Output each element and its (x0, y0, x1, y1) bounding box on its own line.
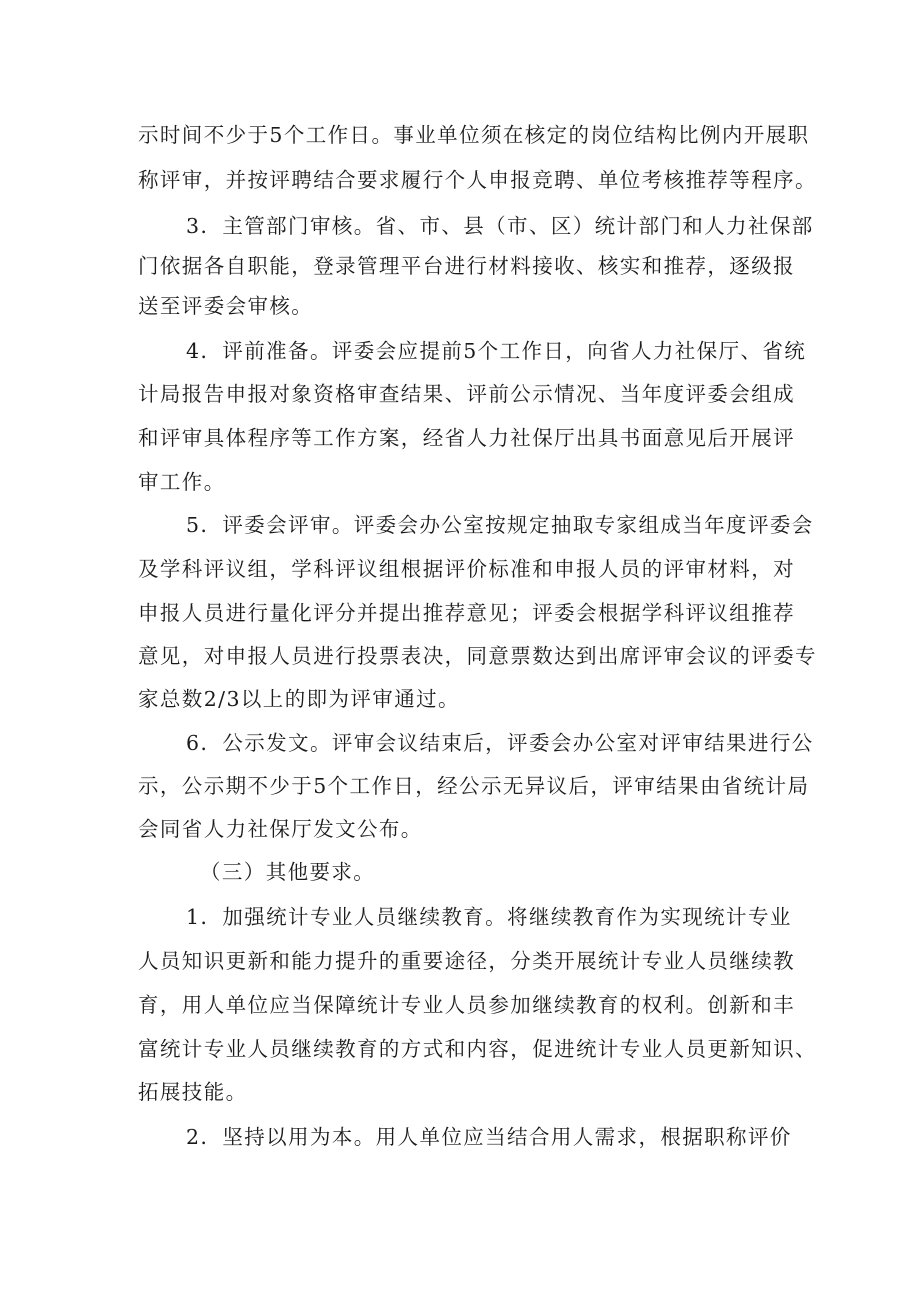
text-line: 示时间不少于5个工作日。事业单位须在核定的岗位结构比例内开展职 (138, 123, 810, 147)
text-line: 称评审，并按评聘结合要求履行个人申报竞聘、单位考核推荐等程序。 (138, 168, 817, 192)
item-2-heading: 2．坚持以用为本。用人单位应当结合用人需求，根据职称评价 (186, 1125, 792, 1149)
paragraph-5-heading: 5．评委会评审。评委会办公室按规定抽取专家组成当年度评委会 (186, 513, 814, 537)
text-line: 门依据各自职能，登录管理平台进行材料接收、核实和推荐，逐级报 (138, 254, 795, 278)
item-1-heading: 1．加强统计专业人员继续教育。将继续教育作为实现统计专业 (186, 905, 792, 929)
text-line: 计局报告申报对象资格审查结果、评前公示情况、当年度评委会组成 (138, 382, 795, 406)
text-line: 和评审具体程序等工作方案，经省人力社保厅出具书面意见后开展评 (138, 426, 795, 450)
text-line: 审工作。 (138, 470, 226, 494)
text-line: 送至评委会审核。 (138, 294, 314, 318)
text-line: 家总数2/3以上的即为评审通过。 (138, 687, 460, 711)
text-line: 及学科评议组，学科评议组根据评价标准和申报人员的评审材料，对 (138, 557, 795, 581)
text-line: 申报人员进行量化评分并提出推荐意见；评委会根据学科评议组推荐 (138, 601, 795, 625)
text-line: 人员知识更新和能力提升的重要途径，分类开展统计专业人员继续教 (138, 949, 795, 973)
text-line: 富统计专业人员继续教育的方式和内容，促进统计专业人员更新知识、 (138, 1037, 817, 1061)
text-line: 会同省人力社保厅发文公布。 (138, 817, 423, 841)
text-line: 意见，对申报人员进行投票表决，同意票数达到出席评审会议的评委专 (138, 644, 817, 668)
paragraph-4-heading: 4．评前准备。评委会应提前5个工作日，向省人力社保厅、省统 (186, 339, 807, 363)
text-line: 拓展技能。 (138, 1080, 248, 1104)
paragraph-3-heading: 3．主管部门审核。省、市、县（市、区）统计部门和人力社保部 (186, 214, 814, 238)
text-line: 育，用人单位应当保障统计专业人员参加继续教育的权利。创新和丰 (138, 993, 795, 1017)
paragraph-6-heading: 6．公示发文。评审会议结束后，评委会办公室对评审结果进行公 (186, 731, 814, 755)
section-heading: （三）其他要求。 (200, 860, 376, 884)
text-line: 示，公示期不少于5个工作日，经公示无异议后，评审结果由省统计局 (138, 774, 810, 798)
